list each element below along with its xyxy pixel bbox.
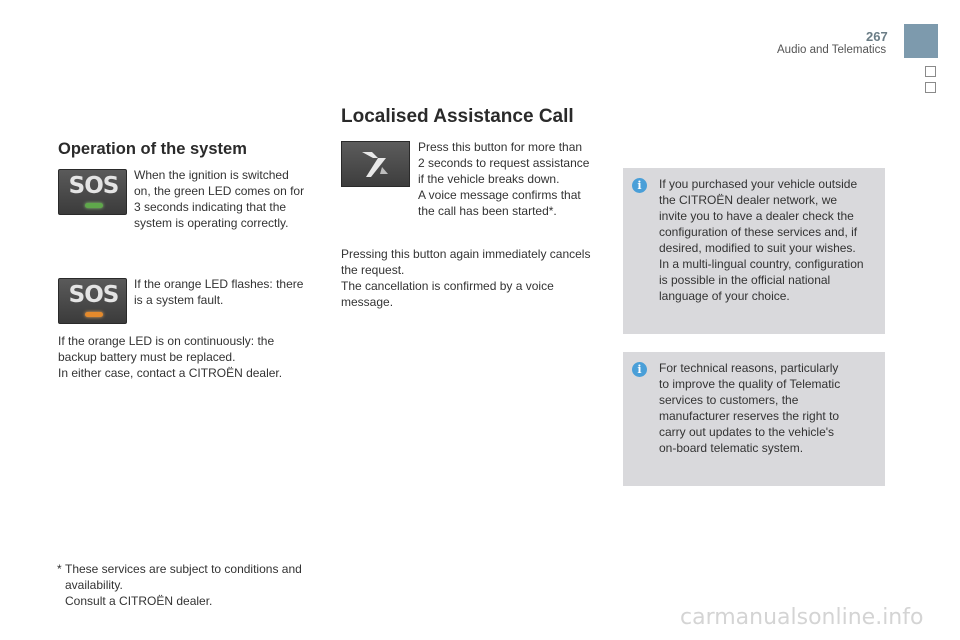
info-box-text: For technical reasons, particularly to improve the quality of Telematic services to customers, the manufacturer reserves the right to carry out updates to the vehicle's on-board telematic system. bbox=[659, 361, 841, 455]
sos-button-green-led bbox=[58, 169, 127, 215]
orange-led-description: If the orange LED flashes: there is a system fault. bbox=[134, 277, 304, 307]
green-led-icon bbox=[85, 203, 103, 208]
sos-button-orange-led bbox=[58, 278, 127, 324]
ds-logo-icon bbox=[342, 142, 409, 186]
watermark: carmanualsonline.info bbox=[680, 605, 924, 630]
chapter-tab bbox=[904, 24, 938, 58]
operation-heading: Operation of the system bbox=[58, 140, 247, 158]
assistance-cancel-description: Pressing this button again immediately cancels the request. The cancellation is confirmed by a voice message. bbox=[341, 247, 591, 309]
page-marker-square bbox=[925, 82, 936, 93]
continuous-led-description: If the orange LED is on continuously: the backup battery must be replaced. In either case, contact a CITROËN dealer. bbox=[58, 334, 283, 380]
assistance-press-description: Press this button for more than 2 seconds to request assistance if the vehicle breaks down. A voice message confirms that the call has been started*. bbox=[418, 140, 590, 218]
footnote-text: These services are subject to conditions and availability. Consult a CITROËN dealer. bbox=[65, 562, 302, 608]
info-box-text: If you purchased your vehicle outside the CITROËN dealer network, we invite you to have a dealer check the configuration of these services and, if desired, modified to suit your wishes. In a multi-lingual country, configuration is possible in the official national language of your choice. bbox=[659, 177, 864, 303]
info-box-technical bbox=[623, 352, 885, 486]
assistance-button bbox=[341, 141, 410, 187]
section-title: Audio and Telematics bbox=[777, 44, 887, 56]
footnote-marker: * bbox=[57, 562, 62, 576]
info-icon: i bbox=[632, 362, 647, 377]
page-marker-square bbox=[925, 66, 936, 77]
page-number: 267 bbox=[866, 29, 888, 44]
sos-label: SOS bbox=[68, 282, 119, 308]
footnote bbox=[57, 561, 337, 611]
green-led-description: When the ignition is switched on, the green LED comes on for 3 seconds indicating that the system is operating correctly. bbox=[134, 168, 305, 230]
info-icon: i bbox=[632, 178, 647, 193]
sos-label: SOS bbox=[68, 173, 119, 199]
info-box-dealer bbox=[623, 168, 885, 334]
orange-led-icon bbox=[85, 312, 103, 317]
assistance-heading: Localised Assistance Call bbox=[341, 106, 574, 127]
